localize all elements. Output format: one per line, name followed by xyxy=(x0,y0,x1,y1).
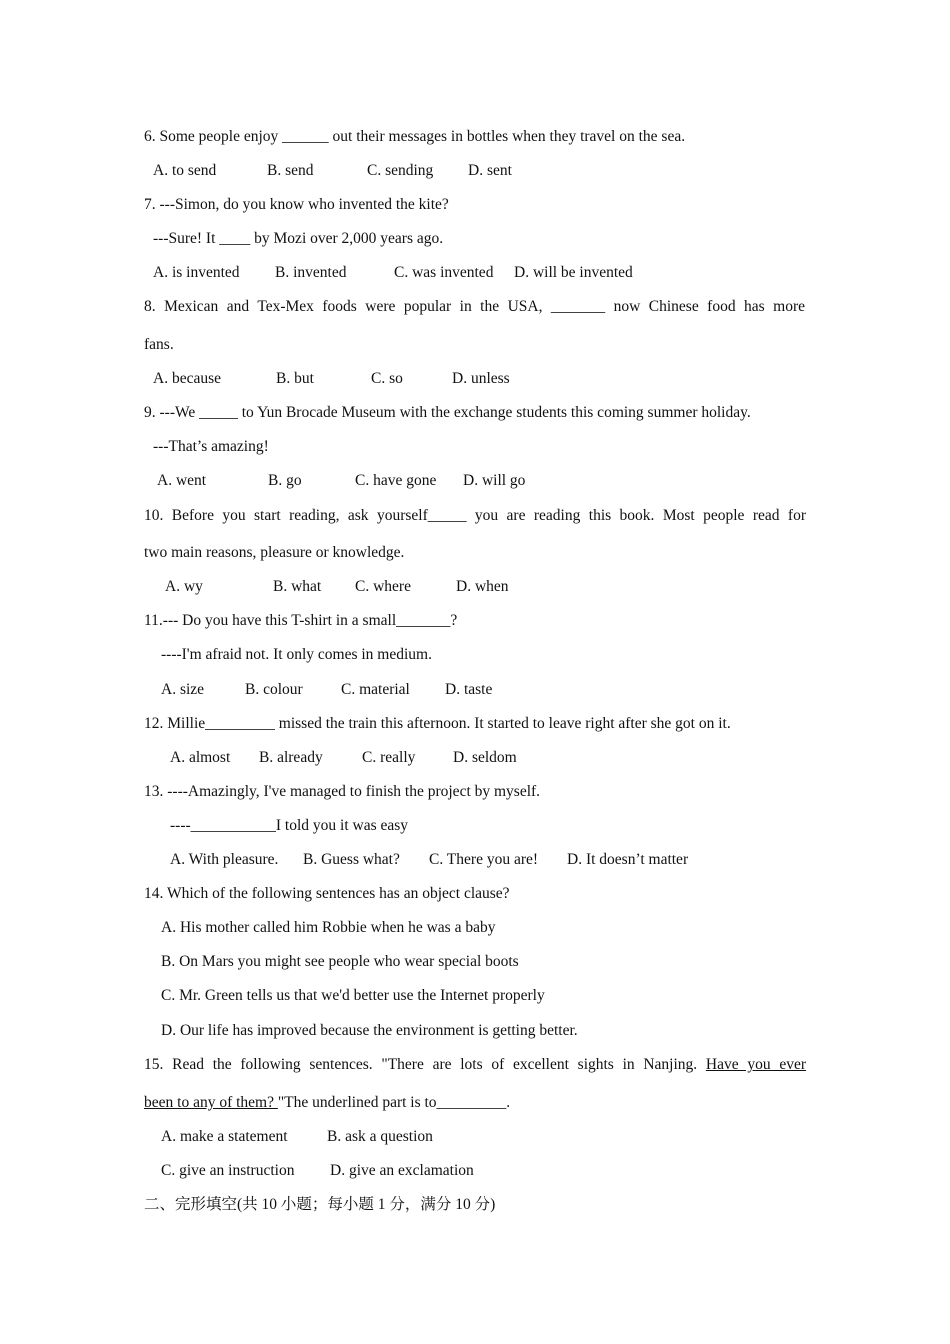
question-10-option-d: D. when xyxy=(456,578,509,595)
question-6-option-a: A. to send xyxy=(153,162,217,179)
question-13-stem: 13. ----Amazingly, I've managed to finish the project by myself. xyxy=(144,783,541,800)
question-14-stem: 14. Which of the following sentences has an object clause? xyxy=(144,885,510,902)
question-9-option-c: C. have gone xyxy=(355,472,437,489)
question-7-option-a: A. is invented xyxy=(153,264,240,281)
question-11-option-c: C. material xyxy=(341,681,410,698)
question-12-option-a: A. almost xyxy=(170,749,231,766)
question-7-stem: 7. ---Simon, do you know who invented the kite? xyxy=(144,196,449,213)
question-13-option-c: C. There you are! xyxy=(429,851,539,868)
question-6-option-d: D. sent xyxy=(468,162,512,179)
question-8-stem: 8. Mexican and Tex-Mex foods were popular in the USA, _______ now Chinese food has more xyxy=(144,298,805,315)
question-12-option-d: D. seldom xyxy=(453,749,517,766)
question-6-option-c: C. sending xyxy=(367,162,434,179)
question-9-reply: ---That’s amazing! xyxy=(153,438,269,455)
question-6-stem: 6. Some people enjoy ______ out their messages in bottles when they travel on the sea. xyxy=(144,128,686,145)
question-9-option-b: B. go xyxy=(268,472,302,489)
question-8-option-c: C. so xyxy=(371,370,403,387)
question-14-option-b: B. On Mars you might see people who wear special boots xyxy=(161,953,519,970)
question-7-option-b: B. invented xyxy=(275,264,347,281)
question-15-stem xyxy=(144,1055,806,1075)
question-9-stem: 9. ---We _____ to Yun Brocade Museum with the exchange students this coming summer holiday. xyxy=(144,404,751,421)
question-10-option-a: A. wy xyxy=(165,578,203,595)
question-11-stem: 11.--- Do you have this T-shirt in a small_______? xyxy=(144,612,458,629)
question-13-option-a: A. With pleasure. xyxy=(170,851,279,868)
question-6-option-b: B. send xyxy=(267,162,314,179)
question-11-option-a: A. size xyxy=(161,681,205,698)
question-15-underlined-part-1: Have you ever xyxy=(705,1056,806,1073)
question-10-option-b: B. what xyxy=(273,578,322,595)
question-12-option-b: B. already xyxy=(259,749,323,766)
question-15-stem-tail: "The underlined part is to_________. xyxy=(277,1094,511,1111)
question-15-stem-cont xyxy=(144,1093,510,1113)
question-11-option-d: D. taste xyxy=(445,681,493,698)
question-8-option-a: A. because xyxy=(153,370,221,387)
question-11-option-b: B. colour xyxy=(245,681,303,698)
question-15-option-c: C. give an instruction xyxy=(161,1162,295,1179)
question-13-reply: ----___________I told you it was easy xyxy=(170,817,409,834)
section-heading-cloze: 二、完形填空(共 10 小题；每小题 1 分，满分 10 分) xyxy=(144,1196,496,1213)
question-14-option-a: A. His mother called him Robbie when he was a baby xyxy=(161,919,496,936)
question-15-underlined-part-2: been to any of them? xyxy=(144,1094,278,1111)
question-15-option-a: A. make a statement xyxy=(161,1128,288,1145)
question-13-option-d: D. It doesn’t matter xyxy=(567,851,689,868)
question-9-option-d: D. will go xyxy=(463,472,526,489)
question-14-option-c: C. Mr. Green tells us that we'd better use the Internet properly xyxy=(161,987,545,1004)
question-11-reply: ----I'm afraid not. It only comes in medium. xyxy=(161,646,432,663)
question-13-option-b: B. Guess what? xyxy=(303,851,400,868)
question-10-stem-cont: two main reasons, pleasure or knowledge. xyxy=(144,544,405,561)
question-15-stem-text: 15. Read the following sentences. "There are lots of excellent sights in Nanjing. xyxy=(144,1056,706,1073)
question-12-option-c: C. really xyxy=(362,749,416,766)
question-15-option-d: D. give an exclamation xyxy=(330,1162,474,1179)
question-7-reply: ---Sure! It ____ by Mozi over 2,000 years ago. xyxy=(153,230,444,247)
question-9-option-a: A. went xyxy=(157,472,207,489)
question-8-stem-cont: fans. xyxy=(144,336,174,353)
question-7-option-d: D. will be invented xyxy=(514,264,633,281)
question-12-stem: 12. Millie_________ missed the train this afternoon. It started to leave right after she got on it. xyxy=(144,715,731,732)
question-10-stem: 10. Before you start reading, ask yourself_____ you are reading this book. Most people read for xyxy=(144,507,806,524)
question-15-option-b: B. ask a question xyxy=(327,1128,433,1145)
question-8-option-b: B. but xyxy=(276,370,314,387)
question-8-option-d: D. unless xyxy=(452,370,510,387)
question-10-option-c: C. where xyxy=(355,578,411,595)
question-14-option-d: D. Our life has improved because the environment is getting better. xyxy=(161,1022,578,1039)
question-7-option-c: C. was invented xyxy=(394,264,494,281)
